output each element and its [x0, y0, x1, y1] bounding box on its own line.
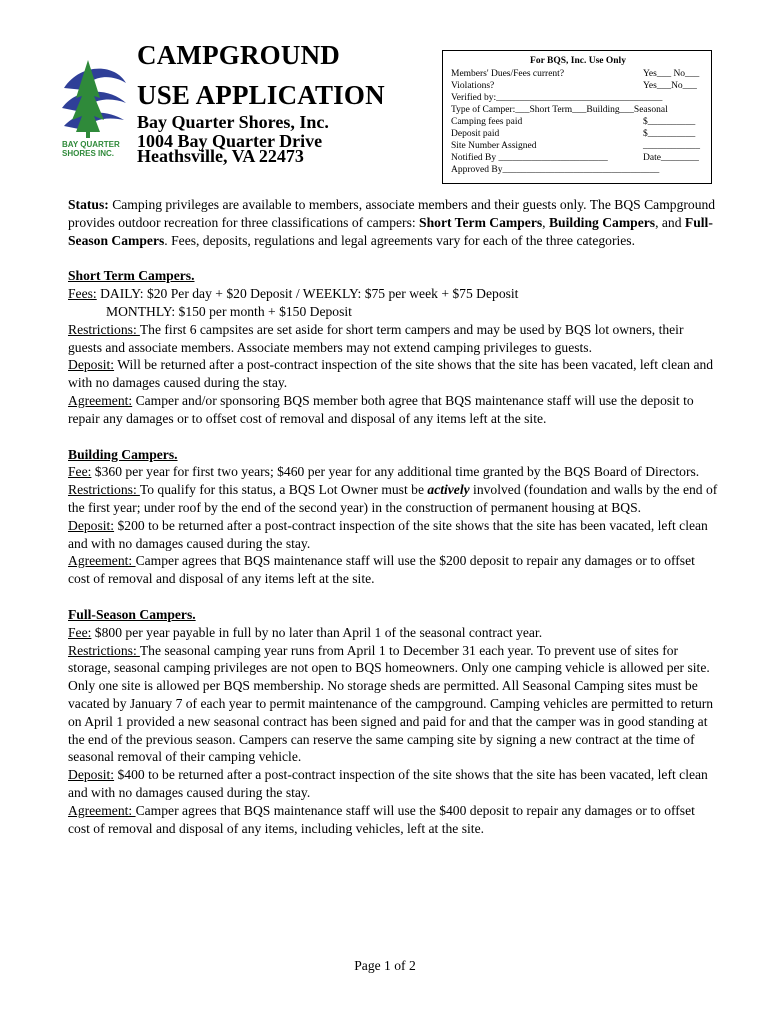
category-building: Building Campers: [548, 214, 656, 230]
logo-trunk: [86, 132, 90, 138]
page-number: Page 1 of 2: [354, 958, 416, 973]
deposit-text: $400 to be returned after a post-contract inspection of the site shows that the site has been vacated, left clean and with no damages caused during the stay.: [68, 767, 708, 800]
office-row-value: [662, 92, 705, 104]
full-season-restrictions: [68, 642, 718, 767]
bqs-logo: [60, 58, 128, 158]
status-label: Status:: [68, 197, 109, 212]
office-row-label: Violations?: [451, 81, 495, 91]
fee-text: $800 per year payable in full by no later than April 1 of the seasonal contract year.: [91, 624, 543, 640]
title-line-2: USE APPLICATION: [137, 80, 385, 110]
office-row-label: Approved By_________________________________: [451, 165, 660, 175]
building-deposit: [68, 517, 718, 553]
office-row-value: [659, 164, 705, 176]
deposit-label: Deposit:: [68, 767, 115, 783]
full-season-fee: [68, 624, 718, 642]
restrictions-text: The seasonal camping year runs from April 1 to December 31 each year. To prevent use of sites for storage, seasonal camping privileges are not open to BQS homeowners. Only one camping vehicle is allowed per site. Only one site is allowed per BQS membership. No storage sheds are permitted. All Seasonal Camping sites must be vacated by January 7 of each year to permit maintenance of the campground. Camping vehicles are permitted to return on April 1 provided a new seasonal contract has been signed and paid for and that the camper was in good standing at the end of the previous season. Campers can reserve the same camping site by signing a new contract at the time of seasonal removal of their camping vehicle.: [68, 642, 714, 765]
office-row-label: Camping fees paid: [451, 117, 523, 127]
logo-text-line2: SHORES INC.: [62, 149, 115, 158]
office-row-value: Date________: [643, 153, 699, 163]
office-row: [451, 140, 705, 152]
office-row: [451, 68, 705, 80]
agreement-label: Agreement:: [68, 392, 133, 408]
office-row-label: Type of Camper:___Short Term___Building___Seasonal: [451, 105, 668, 115]
restrictions-label: Restrictions:: [68, 642, 140, 658]
short-term-monthly: MONTHLY: $150 per month + $150 Deposit: [106, 303, 352, 319]
status-paragraph: [68, 196, 718, 249]
fee-label: Fee:: [68, 464, 92, 480]
short-term-deposit: [68, 356, 718, 392]
office-row: [451, 116, 705, 128]
status-sep: ,: [542, 214, 549, 230]
office-row-value: ____________: [643, 141, 700, 151]
office-row: [451, 92, 705, 104]
short-term-fees: [68, 285, 718, 303]
restrictions-text: The first 6 campsites are set aside for short term campers and may be used by BQS lot owners, their guests and associate members. Associate members may not extend camping privileges to guests.: [68, 321, 684, 355]
full-season-agreement: [68, 802, 718, 838]
category-full-season: Full-Season Campers: [68, 214, 713, 248]
deposit-text: $200 to be returned after a post-contract inspection of the site shows that the site has been vacated, left clean and with no damages caused during the stay.: [68, 517, 708, 551]
short-term-agreement: [68, 392, 718, 428]
restrictions-emphasis: actively: [427, 482, 470, 498]
org-name: Bay Quarter Shores, Inc.: [137, 112, 329, 132]
restrictions-text: To qualify for this status, a BQS Lot Owner must be: [139, 482, 428, 498]
deposit-text: Will be returned after a post-contract inspection of the site shows that the site has been vacated, left clean and with no damages caused during the stay.: [68, 357, 714, 391]
agreement-text: Camper agrees that BQS maintenance staff will use the $200 deposit to repair any damages or to offset cost of removal and disposal of any items left at the site.: [68, 553, 695, 587]
agreement-label: Agreement:: [68, 553, 136, 569]
short-term-heading: Short Term Campers.: [68, 268, 195, 284]
restrictions-label: Restrictions:: [68, 482, 140, 498]
building-fee: [68, 463, 718, 481]
full-season-deposit: [68, 766, 718, 802]
agreement-text: Camper agrees that BQS maintenance staff will use the $400 deposit to repair any damages or to offset cost of removal and disposal of any items, including vehicles, left at the site.: [68, 802, 695, 836]
office-row-label: Site Number Assigned: [451, 141, 537, 151]
office-row: [451, 128, 705, 140]
restrictions-label: Restrictions:: [68, 321, 140, 337]
status-text: . Fees, deposits, regulations and legal agreements vary for each of the three categories.: [164, 232, 635, 248]
org-street: 1004 Bay Quarter Drive: [137, 131, 323, 151]
title-line-1: CAMPGROUND: [137, 40, 340, 70]
deposit-label: Deposit:: [68, 517, 115, 533]
logo-text-line1: BAY QUARTER: [62, 140, 120, 149]
office-row-label: Deposit paid: [451, 129, 500, 139]
deposit-label: Deposit:: [68, 357, 115, 373]
fees-text: DAILY: $20 Per day + $20 Deposit / WEEKLY: $75 per week + $75 Deposit: [96, 286, 519, 302]
status-text: Camping privileges are available to members, associate members and their guests only. The BQS Campground provides outdoor recreation for three classifications of campers:: [68, 197, 716, 230]
org-city: Heathsville, VA 22473: [137, 146, 304, 166]
restrictions-text: involved (foundation and walls by the end of the first year; under roof by the end of the second year) in the construction of permanent housing at BQS.: [68, 482, 718, 515]
office-use-heading: For BQS, Inc. Use Only: [530, 56, 626, 66]
document-body: [68, 196, 718, 837]
office-row-label: Members' Dues/Fees current?: [451, 69, 565, 79]
fee-label: Fee:: [68, 624, 92, 640]
office-row-value: $__________: [643, 117, 696, 127]
building-agreement: [68, 552, 718, 588]
full-season-heading: Full-Season Campers.: [68, 606, 196, 622]
status-sep: , and: [655, 214, 685, 230]
office-row: [451, 164, 705, 176]
fees-label: Fees:: [68, 286, 97, 302]
office-row-value: $__________: [643, 129, 696, 139]
building-heading: Building Campers.: [68, 446, 178, 462]
office-row-value: [668, 104, 705, 116]
office-row-label: Verified by:___________________________________: [451, 93, 663, 103]
agreement-label: Agreement:: [68, 802, 136, 818]
office-row: [451, 104, 705, 116]
category-short-term: Short Term Campers: [419, 214, 543, 230]
office-row-label: Notified By _______________________: [451, 153, 608, 163]
office-row-value: Yes___ No___: [643, 69, 700, 79]
office-row-value: Yes___No___: [643, 81, 697, 91]
fee-text: $360 per year for first two years; $460 per year for any additional time granted by the BQS Board of Directors.: [91, 464, 700, 480]
building-restrictions: [68, 481, 718, 517]
office-use-box: [442, 50, 712, 184]
agreement-text: Camper and/or sponsoring BQS member both agree that BQS maintenance staff will use the deposit to repair any damages or to offset cost of removal and disposal of any items left at the site.: [68, 392, 694, 426]
office-row: [451, 80, 705, 92]
office-row: [451, 152, 705, 164]
short-term-restrictions: [68, 321, 718, 357]
